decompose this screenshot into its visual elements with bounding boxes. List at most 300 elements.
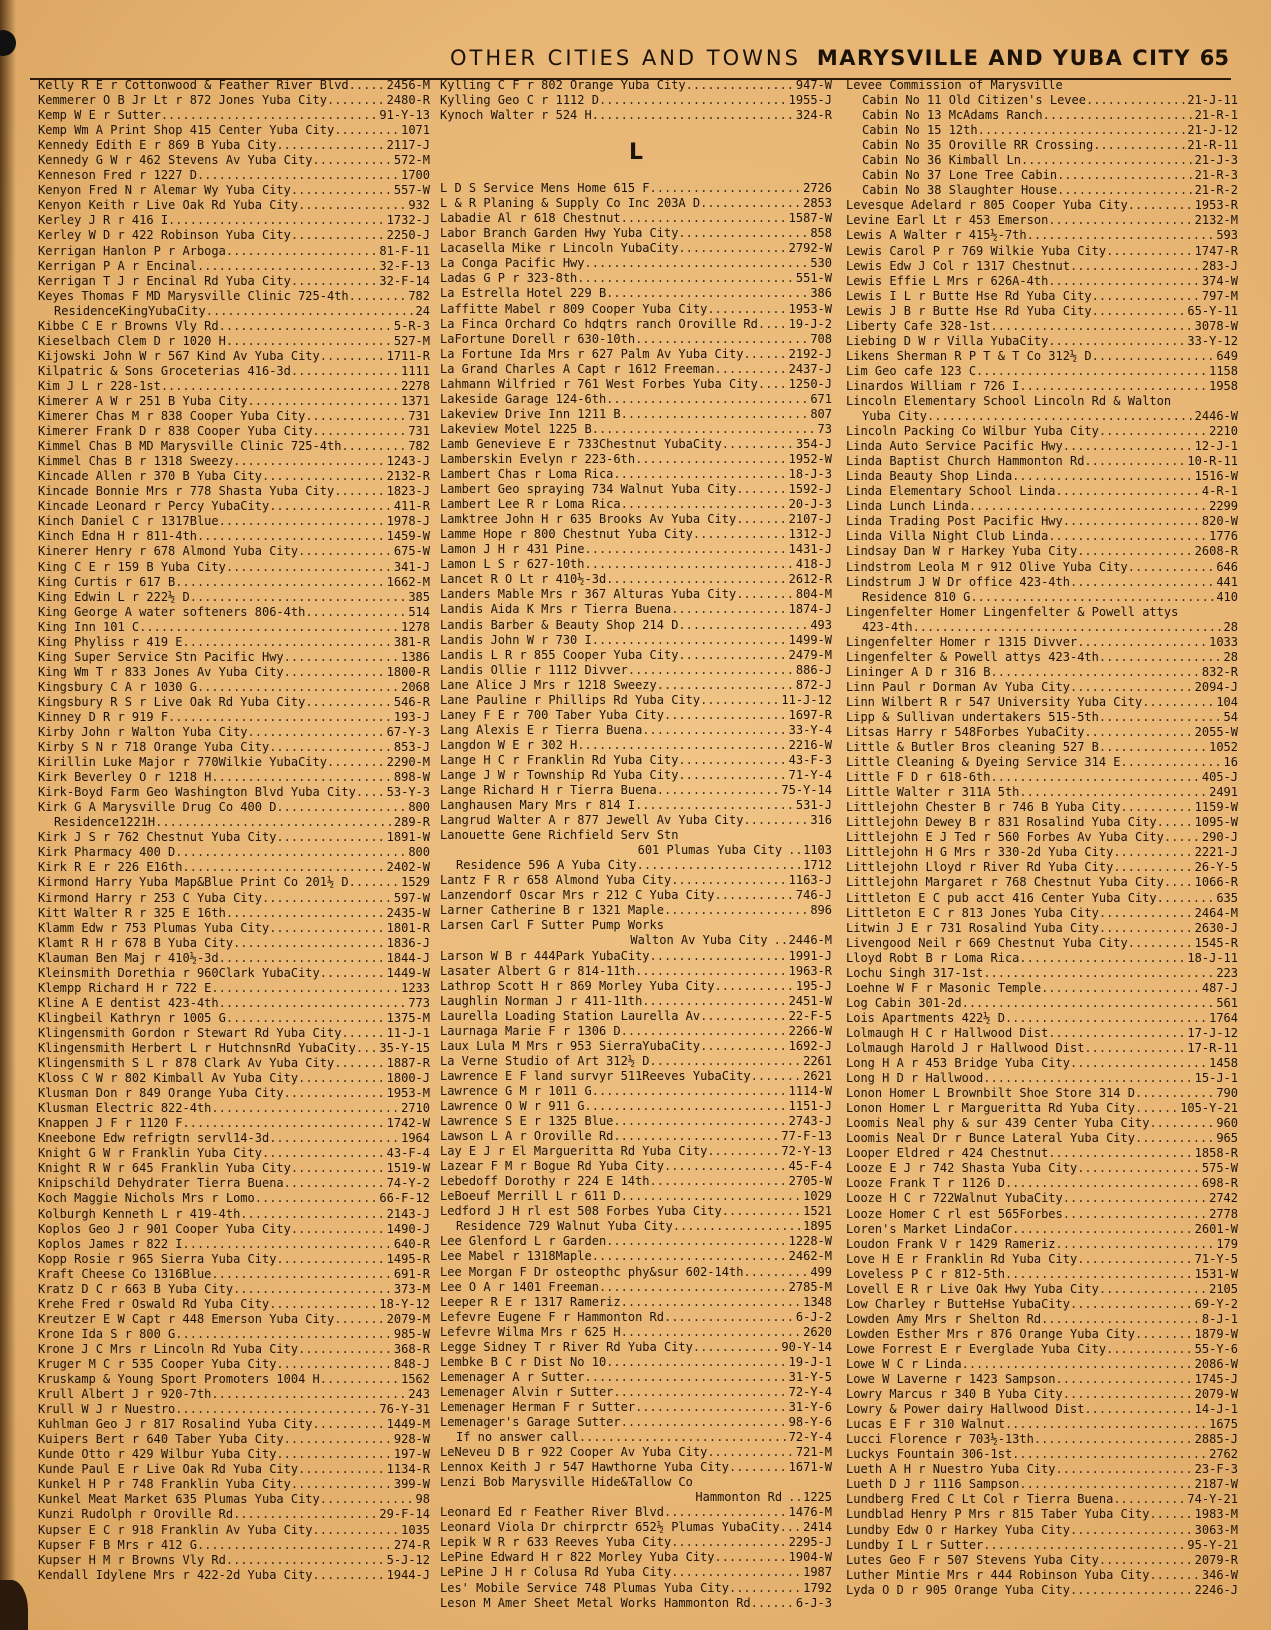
directory-entry: [440, 1505, 832, 1520]
entry-phone: 35-Y-15: [379, 1041, 430, 1055]
leader-dots: [291, 1161, 386, 1176]
leader-dots: [313, 424, 408, 439]
leader-dots: [722, 1204, 802, 1219]
leader-dots: [1084, 1041, 1186, 1056]
directory-entry: [440, 1340, 832, 1355]
leader-dots: [1135, 1327, 1194, 1342]
entry-name: Lee Mabel r 1318Maple: [440, 1249, 592, 1264]
entry-name: Lamon J H r 431 Pine: [440, 542, 585, 557]
entry-phone: 2608-R: [1194, 544, 1238, 559]
directory-entry: [38, 650, 430, 665]
directory-entry: [846, 1568, 1238, 1583]
leader-dots: [700, 196, 802, 211]
entry-name: Cabin No 37 Lone Tree Cabin: [862, 168, 1058, 183]
entry-phone: 386: [810, 286, 832, 301]
leader-dots: [1106, 244, 1194, 259]
directory-entry: [38, 575, 430, 590]
directory-entry: [440, 843, 832, 858]
entry-phone: 20-J-3: [788, 497, 832, 512]
entry-name: Lasater Albert G r 814-11th: [440, 963, 636, 978]
entry-name: Kuipers Bert r 640 Taber Yuba City: [38, 1432, 284, 1447]
page-number: 65: [1199, 46, 1229, 70]
directory-entry: [440, 93, 832, 108]
directory-entry: [440, 1445, 832, 1460]
leader-dots: [276, 1447, 392, 1462]
leader-dots: [175, 1327, 393, 1342]
directory-entry: [38, 1176, 430, 1191]
leader-dots: [592, 422, 817, 437]
entry-phone: 1700: [401, 168, 430, 183]
directory-entry: [38, 1432, 430, 1447]
leader-dots: [168, 213, 386, 228]
entry-name: Kimerer Frank D r 838 Cooper Yuba City: [38, 424, 313, 439]
leader-dots: [1070, 259, 1201, 274]
leader-dots: [327, 93, 386, 108]
entry-phone: 1158: [1209, 363, 1238, 378]
entry-phone: 530: [810, 256, 832, 271]
directory-entry: [846, 514, 1238, 529]
entry-phone: 15-J-1: [1194, 1071, 1238, 1086]
entry-name: Kimerer Chas M r 838 Cooper Yuba City: [38, 409, 306, 424]
entry-name: Lewis Carol P r 769 Wilkie Yuba City: [846, 243, 1107, 258]
directory-entry: [440, 407, 832, 422]
directory-entry: [440, 1159, 832, 1174]
leader-dots: [1099, 906, 1194, 921]
entry-name: Linardos William r 726 I: [846, 378, 1020, 393]
entry-phone: 1592-J: [788, 482, 832, 497]
entry-phone: 1095-W: [1194, 815, 1238, 830]
directory-entry: [846, 936, 1238, 951]
entry-phone: 832-R: [1201, 664, 1238, 679]
entry-name: Lemenager Herman F r Sutter: [440, 1399, 636, 1414]
entry-phone: 72-Y-4: [788, 1384, 832, 1399]
leader-dots: [1135, 1101, 1179, 1116]
leader-dots: [613, 1385, 787, 1400]
entry-name: Kerrigan Hanlon P r Arboga: [38, 243, 226, 258]
entry-phone: 858: [810, 226, 832, 241]
torn-corner: [0, 1580, 28, 1630]
entry-name: Lolmaugh H C r Hallwood Dist: [846, 1025, 1049, 1040]
leader-dots: [284, 1432, 393, 1447]
entry-phone: 77-F-13: [781, 1129, 832, 1144]
directory-entry: [38, 800, 430, 815]
directory-entry: [440, 1265, 832, 1280]
entry-phone: 1944-J: [386, 1567, 430, 1582]
leader-dots: [219, 514, 386, 529]
entry-name: Lebedoff Dorothy r 224 E 14th: [440, 1174, 650, 1189]
entry-name: Larner Catherine B r 1321 Maple: [440, 903, 664, 918]
leader-dots: [962, 996, 1216, 1011]
directory-entry: [38, 1041, 430, 1056]
leader-dots: [650, 1174, 788, 1189]
leader-dots: [211, 1387, 407, 1402]
entry-name: Klingensmith Gordon r Stewart Rd Yuba City: [38, 1025, 342, 1040]
entry-phone: 23-F-3: [1194, 1462, 1238, 1477]
directory-entry: [38, 1237, 430, 1252]
directory-entry: [846, 168, 1238, 183]
leader-dots: [219, 319, 393, 334]
leader-dots: [262, 891, 393, 906]
directory-entry: [440, 527, 832, 542]
entry-name: Lonon Homer L Brownbilt Shoe Store 314 D: [846, 1086, 1135, 1101]
directory-entry: [846, 183, 1238, 198]
directory-entry: [38, 454, 430, 469]
entry-name: King Curtis r 617 B: [38, 574, 176, 589]
leader-dots: [991, 770, 1201, 785]
leader-dots: [276, 830, 385, 845]
directory-entry: [846, 304, 1238, 319]
entry-phone: 1371: [401, 393, 430, 408]
entry-name: Landis L R r 855 Cooper Yuba City: [440, 647, 679, 662]
entry-phone: 2079-W: [1194, 1387, 1238, 1402]
entry-phone: 1800-R: [386, 664, 430, 679]
directory-entry: [38, 1387, 430, 1402]
leader-dots: [650, 1054, 803, 1069]
leader-dots: [1092, 304, 1187, 319]
leader-dots: [334, 1312, 385, 1327]
entry-name: Kincade Allen r 370 B Yuba City: [38, 469, 262, 484]
entry-phone: 1228-W: [788, 1234, 832, 1249]
entry-name: Kunzi Rudolph r Oroville Rd: [38, 1507, 234, 1522]
section-letter: L: [628, 140, 644, 166]
entry-name: L D S Service Mens Home 615 F: [440, 181, 650, 196]
entry-name: Lindstrom Leola M r 912 Olive Yuba City: [846, 559, 1128, 574]
leader-dots: [664, 1310, 795, 1325]
entry-name: Lueth D J r 1116 Sampson: [846, 1477, 1020, 1492]
entry-phone: 2216-W: [788, 737, 832, 752]
entry-phone: 2491: [1209, 785, 1238, 800]
directory-entry: [846, 1402, 1238, 1417]
leader-dots: [1063, 439, 1194, 454]
entry-name: Litsas Harry r 548Forbes YubaCity: [846, 725, 1085, 740]
entry-phone: 65-Y-11: [1187, 303, 1238, 318]
directory-entry: [38, 921, 430, 936]
directory-entry: [846, 544, 1238, 559]
entry-name: Littlejohn E J Ted r 560 Forbes Av Yuba City: [846, 830, 1164, 845]
entry-name: Lowry Marcus r 340 B Yuba City: [846, 1387, 1063, 1402]
entry-phone: 19-J-2: [788, 316, 832, 331]
leader-dots: [1048, 1026, 1186, 1041]
leader-dots: [715, 979, 795, 994]
leader-dots: [226, 906, 386, 921]
leader-dots: [175, 575, 385, 590]
directory-entry: [846, 755, 1238, 770]
leader-dots: [913, 620, 1223, 635]
entry-phone: 790: [1216, 1086, 1238, 1101]
entry-name: Likens Sherman R P T & T Co 312½ D: [846, 348, 1092, 363]
directory-entry: [38, 228, 430, 243]
entry-phone: 2414: [803, 1520, 832, 1535]
leader-dots: [161, 108, 379, 123]
entry-phone: 2705-W: [788, 1174, 832, 1189]
entry-phone: 2762: [1209, 1447, 1238, 1462]
entry-name: Kreutzer E W Capt r 448 Emerson Yuba City: [38, 1311, 335, 1326]
directory-entry: [846, 875, 1238, 890]
leader-dots: [1048, 1146, 1193, 1161]
leader-dots: [700, 1009, 788, 1024]
directory-entry: [846, 770, 1238, 785]
leader-dots: [1128, 560, 1216, 575]
entry-name: Klingensmith Herbert L r HutchnsnRd YubaCity: [38, 1041, 356, 1055]
entry-name: Leonard Ed r Feather River Blvd: [440, 1505, 664, 1520]
directory-entry: [440, 108, 832, 123]
directory-entry: [38, 695, 430, 710]
leader-dots: [291, 228, 386, 243]
entry-name: Les' Mobile Service 748 Plumas Yuba City: [440, 1580, 729, 1595]
directory-entry: [440, 1370, 832, 1385]
entry-phone: 1476-M: [788, 1505, 832, 1520]
entry-phone: 2094-J: [1194, 679, 1238, 694]
entry-phone: 17-J-12: [1187, 1025, 1238, 1040]
entry-name: Lucas E F r 310 Walnut: [846, 1417, 1005, 1432]
directory-entry: [38, 93, 430, 108]
leader-dots: [313, 1417, 386, 1432]
leader-dots: [155, 815, 393, 830]
entry-name: Knight R W r 645 Franklin Yuba City: [38, 1161, 291, 1176]
entry-phone: 243: [408, 1387, 430, 1402]
directory-entry: [846, 1026, 1238, 1041]
entry-phone: 316: [810, 813, 832, 828]
entry-name: Loomis Neal phy & sur 439 Center Yuba City: [846, 1116, 1150, 1131]
entry-phone: 1103: [803, 843, 832, 858]
directory-entry: [846, 1492, 1238, 1507]
leader-dots: [262, 469, 386, 484]
entry-name: L & R Planing & Supply Co Inc 203A D: [440, 196, 701, 211]
leader-dots: [1019, 379, 1208, 394]
entry-phone: 1052: [1209, 740, 1238, 755]
entry-name: King Edwin L r 222½ D: [38, 589, 190, 604]
directory-entry: [38, 168, 430, 183]
leader-dots: [298, 544, 393, 559]
leader-dots: [743, 1265, 809, 1280]
directory-entry: [38, 635, 430, 650]
directory-entry: [38, 78, 430, 93]
entry-phone: 6-J-2: [795, 1309, 832, 1324]
directory-entry: [38, 710, 430, 725]
leader-dots: [291, 183, 393, 198]
entry-phone: 76-Y-31: [379, 1402, 430, 1417]
leader-dots: [585, 256, 810, 271]
entry-name: Looze H C r 722Walnut YubaCity: [846, 1191, 1063, 1206]
entry-name: Kynoch Walter r 524 H: [440, 108, 592, 123]
directory-entry: [38, 379, 430, 394]
leader-dots: [657, 678, 795, 693]
entry-phone: 28: [1223, 619, 1238, 634]
directory-entry: [846, 1523, 1238, 1538]
entry-name: Lawson L A r Oroville Rd: [440, 1129, 614, 1144]
directory-entry: [846, 1447, 1238, 1462]
entry-name: Krull Albert J r 920-7th: [38, 1387, 212, 1402]
directory-entry: [440, 648, 832, 663]
entry-phone: 1243-J: [386, 454, 430, 469]
leader-dots: [298, 1071, 386, 1086]
leader-dots: [1157, 815, 1194, 830]
entry-phone: 21-J-12: [1187, 123, 1238, 138]
entry-name: Lamktree John H r 635 Brooks Av Yuba City: [440, 512, 737, 527]
entry-phone: 2266-W: [788, 1023, 832, 1038]
directory-entry: [440, 979, 832, 994]
directory-entry: [38, 1252, 430, 1267]
leader-dots: [1157, 891, 1216, 906]
entry-name: LePine J H r Colusa Rd Yuba City: [440, 1565, 672, 1580]
leader-dots: [1034, 1432, 1194, 1447]
entry-phone: 1904-W: [788, 1550, 832, 1565]
directory-entry: [440, 1520, 832, 1535]
entry-name: Lingenfelter Homer r 1315 Divver: [846, 634, 1078, 649]
directory-entry: [846, 153, 1238, 168]
entry-name: Kirby John r Walton Yuba City: [38, 725, 248, 740]
leader-dots: [991, 319, 1194, 334]
directory-entry: [38, 1056, 430, 1071]
directory-entry: [38, 740, 430, 755]
entry-phone: 374-W: [1201, 273, 1238, 288]
entry-name: Lange Richard H r Tierra Buena: [440, 783, 657, 798]
leader-dots: [1063, 1191, 1208, 1206]
directory-entry: [38, 1568, 430, 1583]
directory-entry: [846, 605, 1238, 620]
entry-name: Kirmond Harry r 253 C Yuba City: [38, 890, 262, 905]
entry-phone: 1712: [803, 858, 832, 873]
entry-name: Lahmann Wilfried r 761 West Forbes Yuba City: [440, 376, 758, 391]
leader-dots: [255, 1191, 379, 1206]
entry-name: Lawrence O W r 911 G: [440, 1099, 585, 1113]
entry-name: 601 Plumas Yuba City: [637, 843, 783, 858]
entry-name: Lambert Chas r Loma Rica: [440, 467, 614, 482]
entry-phone: 5-J-12: [386, 1552, 430, 1567]
directory-entry: [440, 1024, 832, 1039]
directory-entry: [38, 665, 430, 680]
entry-phone: 1955-J: [788, 93, 832, 108]
entry-name: Little Cleaning & Dyeing Service 314 E: [846, 755, 1121, 770]
directory-entry: [38, 620, 430, 635]
entry-phone: 1521: [803, 1204, 832, 1219]
entry-name: Krehe Fred r Oswald Rd Yuba City: [38, 1296, 270, 1311]
directory-column-2: [440, 78, 832, 1611]
leader-dots: [197, 680, 400, 695]
entry-name: Lennox Keith J r 547 Hawthorne Yuba City: [440, 1460, 729, 1475]
entry-name: Luther Mintie Mrs r 444 Robinson Yuba City: [846, 1567, 1150, 1582]
entry-name: Leson M Amer Sheet Metal Works Hammonton Rd: [440, 1595, 751, 1610]
entry-phone: 2250-J: [386, 228, 430, 243]
entry-name: Lakeview Drive Inn 1211 B: [440, 406, 621, 421]
directory-entry: [440, 452, 832, 467]
entry-name: Lewis I L r Butte Hse Rd Yuba City: [846, 288, 1092, 303]
entry-phone: 640-R: [393, 1236, 430, 1251]
entry-phone: 731: [408, 409, 430, 424]
leader-dots: [1043, 108, 1194, 123]
directory-entry: [38, 1402, 430, 1417]
entry-phone: 381-R: [393, 634, 430, 649]
directory-entry: [440, 1009, 832, 1024]
entry-name: Lundblad Henry P Mrs r 815 Taber Yuba City: [846, 1507, 1150, 1522]
entry-phone: 947-W: [795, 78, 832, 92]
entry-name: La Conga Pacific Hwy: [440, 256, 585, 271]
leader-dots: [305, 409, 407, 424]
entry-phone: 1312-J: [788, 527, 832, 542]
entry-name: Loren's Market LindaCor: [846, 1221, 1013, 1236]
entry-phone: 98-Y-6: [788, 1414, 832, 1429]
directory-entry: [440, 964, 832, 979]
leader-dots: [1005, 1011, 1208, 1026]
leader-dots: [621, 1189, 802, 1204]
directory-entry: [440, 1355, 832, 1370]
leader-dots: [1019, 785, 1208, 800]
directory-entry: [38, 1462, 430, 1477]
header-city-title: MARYSVILLE AND YUBA CITY: [816, 46, 1191, 70]
entry-phone: 2464-M: [1194, 905, 1238, 920]
leader-dots: [1084, 454, 1186, 469]
directory-entry: [440, 572, 832, 587]
entry-name: Kimmel Chas B MD Marysville Clinic 725-4th: [38, 439, 342, 454]
directory-entry: [38, 394, 430, 409]
directory-entry: [38, 499, 430, 514]
leader-dots: [1099, 710, 1223, 725]
entry-name: Residence 729 Walnut Yuba City: [456, 1219, 673, 1234]
leader-dots: [635, 452, 788, 467]
entry-name: Lemenager's Garage Sutter: [440, 1414, 621, 1429]
leader-dots: [1027, 228, 1216, 243]
directory-entry: [440, 1535, 832, 1550]
entry-phone: 1250-J: [788, 376, 832, 391]
leader-dots: [1048, 213, 1193, 228]
entry-phone: 1874-J: [788, 602, 832, 617]
directory-entry: [440, 858, 832, 873]
entry-name: Linda Villa Night Club Linda: [846, 529, 1049, 544]
directory-entry: [846, 996, 1238, 1011]
directory-entry: [440, 377, 832, 392]
leader-dots: [1106, 1342, 1194, 1357]
entry-phone: 1958: [1209, 378, 1238, 393]
entry-phone: 2456-M: [386, 78, 430, 92]
entry-name: Little Walter r 311A 5th: [846, 785, 1020, 800]
leader-dots: [291, 1477, 393, 1492]
leader-dots: [190, 590, 408, 605]
entry-phone: 800: [408, 845, 430, 860]
entry-phone: 368-R: [393, 1341, 430, 1356]
entry-phone: 32-F-14: [379, 273, 430, 288]
entry-phone: 2778: [1209, 1206, 1238, 1221]
leader-dots: [284, 665, 386, 680]
directory-entry: [38, 966, 430, 981]
directory-entry: [38, 484, 430, 499]
directory-entry: [440, 286, 832, 301]
entry-name: Lowe W Laverne r 1423 Sampson: [846, 1372, 1056, 1387]
entry-name: Lochu Singh 317-1st: [846, 965, 984, 980]
directory-entry: [38, 1071, 430, 1086]
directory-entry: [846, 469, 1238, 484]
directory-entry: [38, 1447, 430, 1462]
entry-name: Lueth A H r Nuestro Yuba City: [846, 1462, 1056, 1477]
leader-dots: [1099, 1553, 1194, 1568]
entry-phone: 1449-W: [386, 965, 430, 980]
entry-phone: 26-Y-5: [1194, 860, 1238, 875]
leader-dots: [621, 407, 810, 422]
directory-entry: [440, 1430, 832, 1445]
entry-name: ResidenceKingYubaCity: [54, 303, 206, 318]
directory-entry: [38, 770, 430, 785]
leader-dots: [599, 93, 788, 108]
entry-name: Kirk R E r 226 E16th: [38, 860, 183, 875]
entry-name: King George A water softeners 806-4th: [38, 604, 306, 619]
leader-dots: [678, 241, 787, 256]
leader-dots: [707, 1144, 780, 1159]
entry-name: Labadie Al r 618 Chestnut: [440, 211, 621, 226]
entry-phone: 572-M: [393, 153, 430, 168]
leader-dots: [1135, 1086, 1215, 1101]
entry-name: Long H D r Hallwood: [846, 1071, 984, 1086]
leader-dots: [678, 226, 809, 241]
entry-phone: 75-Y-14: [781, 783, 832, 798]
